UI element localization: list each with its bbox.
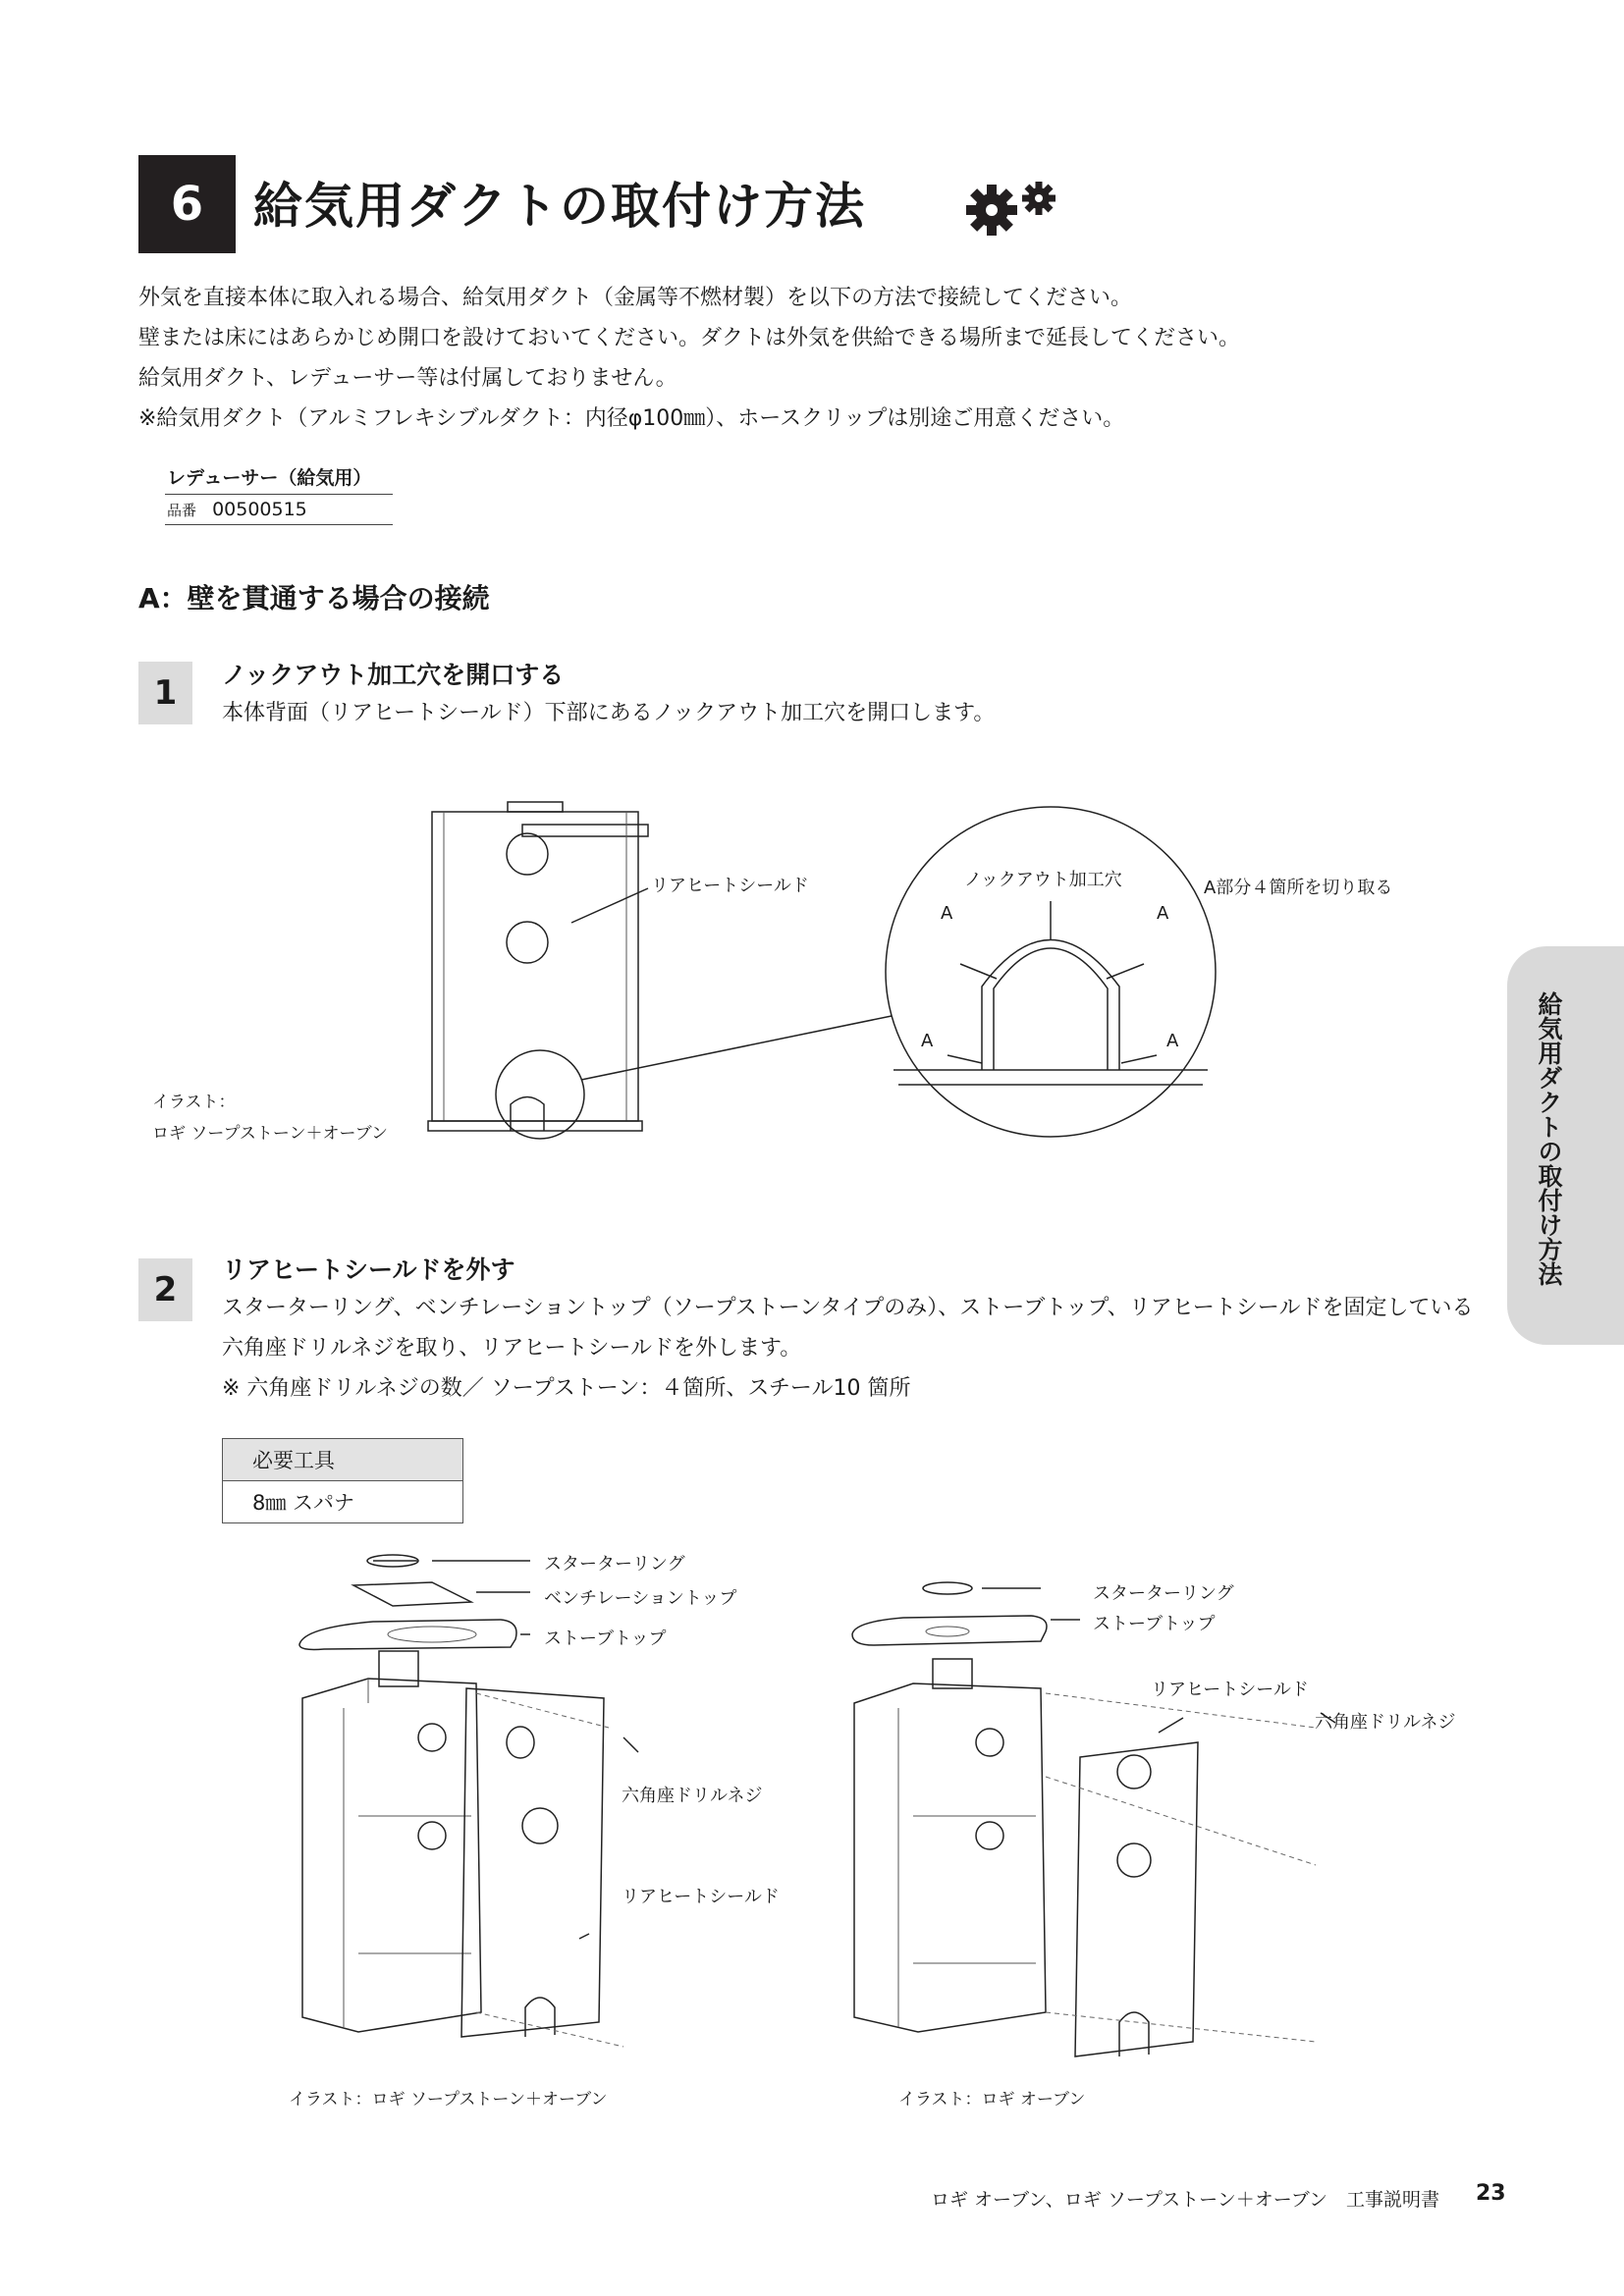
- step-2-body-line: ※ 六角座ドリルネジの数／ ソープストーン：４箇所、スチール10 箇所: [222, 1376, 911, 1401]
- step-1-title: ノックアウト加工穴を開口する: [222, 661, 565, 689]
- step-1-number: 1: [138, 662, 192, 724]
- intro-line: ※給気用ダクト（アルミフレキシブルダクト：内径φ100㎜）、ホースクリップは別途ご用意ください。: [138, 406, 1125, 431]
- figure-caption: イラスト：ロギ ソープストーン＋オーブン: [289, 2090, 608, 2109]
- step-1-body: 本体背面（リアヒートシールド）下部にあるノックアウト加工穴を開口します。: [222, 701, 996, 725]
- starter-ring-label: スターターリング: [544, 1554, 685, 1575]
- step-2-body: [222, 1288, 1473, 1409]
- figure-caption: イラスト：: [152, 1093, 236, 1112]
- rear-heat-shield-label: リアヒートシールド: [1151, 1680, 1309, 1700]
- step-2-number: 2: [138, 1258, 192, 1321]
- step-2-title: リアヒートシールドを外す: [222, 1255, 515, 1284]
- tools-item: 8㎜ スパナ: [252, 1491, 355, 1515]
- knockout-figure: [412, 785, 1227, 1178]
- stove-top-label: ストーブトップ: [544, 1629, 667, 1649]
- part-number-label: 品番: [167, 502, 197, 519]
- part-number: 00500515: [212, 499, 307, 520]
- starter-ring-label: スターターリング: [1093, 1583, 1234, 1604]
- point-a-label: A: [941, 903, 953, 924]
- intro-text: [138, 278, 1415, 439]
- section-number: 6: [138, 155, 236, 253]
- stove-top-label: ストーブトップ: [1093, 1614, 1216, 1634]
- footer-text: ロギ オーブン、ロギ ソープストーン＋オーブン 工事説明書: [931, 2189, 1440, 2211]
- cut-instruction-label: A部分４箇所を切り取る: [1204, 878, 1393, 898]
- section-title: 給気用ダクトの取付け方法: [253, 178, 866, 235]
- hex-drill-screw-label: 六角座ドリルネジ: [622, 1786, 763, 1806]
- step-2-body-line: スターターリング、ベンチレーショントップ（ソープストーンタイプのみ）、ストーブトップ、リアヒートシールドを固定している: [222, 1296, 1474, 1320]
- exploded-figure-oven: [844, 1571, 1394, 2061]
- point-a-label: A: [1166, 1031, 1179, 1051]
- knockout-hole-label: ノックアウト加工穴: [964, 870, 1122, 890]
- point-a-label: A: [1157, 903, 1169, 924]
- step-2-body-line: 六角座ドリルネジを取り、リアヒートシールドを外します。: [222, 1336, 802, 1361]
- page-number: 23: [1476, 2181, 1506, 2206]
- subsection-title: A：壁を貫通する場合の接続: [138, 582, 490, 614]
- side-tab-label: 給気用ダクトの取付け方法: [1535, 991, 1563, 1286]
- point-a-label: A: [921, 1031, 934, 1051]
- part-info: [165, 463, 393, 525]
- vent-top-label: ベンチレーショントップ: [544, 1588, 737, 1609]
- part-name: レデューサー（給気用）: [165, 463, 393, 495]
- rear-heat-shield-label: リアヒートシールド: [622, 1887, 780, 1907]
- intro-line: 給気用ダクト、レデューサー等は付属しておりません。: [138, 366, 677, 391]
- figure-caption: イラスト：ロギ オーブン: [898, 2090, 1086, 2109]
- tools-table: [222, 1438, 463, 1523]
- side-tab: [1507, 946, 1624, 1345]
- hex-drill-screw-label: 六角座ドリルネジ: [1315, 1712, 1456, 1733]
- part-number-row: [165, 495, 393, 525]
- intro-line: 壁または床にはあらかじめ開口を設けておいてください。ダクトは外気を供給できる場所まで延長してください。: [138, 326, 1241, 350]
- tools-header: 必要工具: [223, 1439, 462, 1481]
- intro-line: 外気を直接本体に取入れる場合、給気用ダクト（金属等不燃材製）を以下の方法で接続してください。: [138, 286, 1133, 310]
- figure-caption: ロギ ソープストーン＋オーブン: [152, 1124, 389, 1144]
- gear-icon: [960, 177, 1068, 236]
- rear-heat-shield-label: リアヒートシールド: [651, 876, 809, 896]
